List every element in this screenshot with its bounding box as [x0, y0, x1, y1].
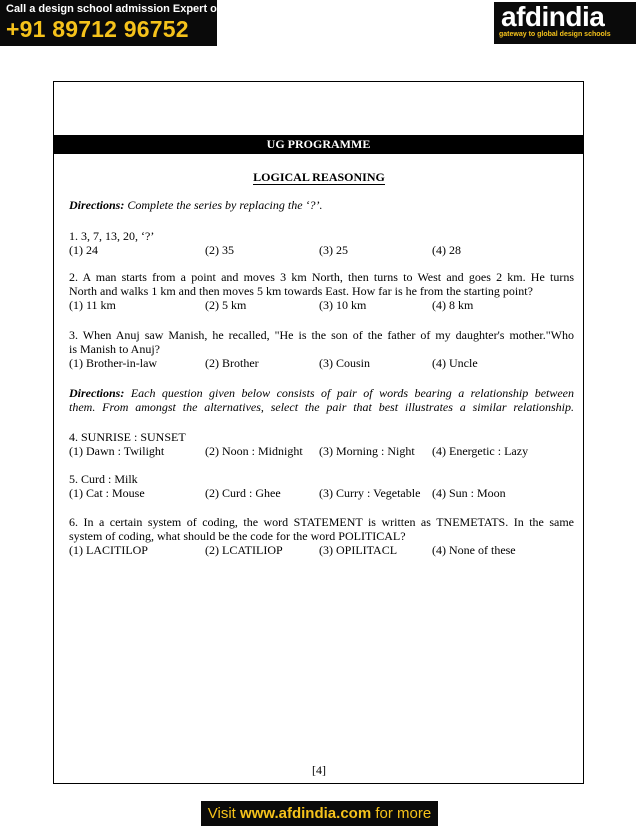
question-4-option-4[interactable]: (4) Energetic : Lazy: [432, 444, 529, 458]
question-5-option-2[interactable]: (2) Curd : Ghee: [205, 486, 281, 500]
for-more-label: for more: [375, 805, 432, 822]
directions-1: [69, 198, 323, 212]
visit-banner[interactable]: [201, 801, 438, 826]
question-6-options: [69, 543, 574, 557]
page-number: [4]: [312, 763, 326, 777]
directions-2-text-1: Each question given below consists of pair of words bearing a relationship between: [130, 386, 575, 400]
question-5-option-1[interactable]: (1) Cat : Mouse: [69, 486, 145, 500]
programme-header-bar: [54, 135, 583, 154]
section-title: LOGICAL REASONING: [253, 170, 385, 184]
visit-text: [201, 805, 438, 822]
question-3-option-1[interactable]: (1) Brother-in-law: [69, 356, 158, 370]
directions-2-label: Directions:: [69, 386, 125, 400]
question-3-option-3[interactable]: (3) Cousin: [319, 356, 370, 370]
question-4-option-2[interactable]: (2) Noon : Midnight: [205, 444, 303, 458]
question-3-line-2: is Manish to Anuj?: [69, 342, 161, 356]
question-1-option-2[interactable]: (2) 35: [205, 243, 234, 257]
question-5-option-3[interactable]: (3) Curry : Vegetable: [319, 486, 421, 500]
question-6-option-2[interactable]: (2) LCATILIOP: [205, 543, 283, 557]
question-2-line-1: 2. A man starts from a point and moves 3 km North, then turns to West and goes 2 km. He turns: [69, 270, 574, 284]
call-expert-text: Call a design school admission Expert on: [6, 3, 224, 15]
question-6-line-1: 6. In a certain system of coding, the word STATEMENT is written as TNEMETATS. In the same: [69, 515, 574, 529]
question-4-option-3[interactable]: (3) Morning : Night: [319, 444, 415, 458]
question-1: 1. 3, 7, 13, 20, ‘?’: [69, 229, 155, 243]
question-1-option-1[interactable]: (1) 24: [69, 243, 98, 257]
afdindia-logo[interactable]: [494, 2, 636, 44]
directions-1-label: Directions:: [69, 198, 125, 212]
question-3-options: [69, 356, 574, 370]
question-3-option-4[interactable]: (4) Uncle: [432, 356, 478, 370]
question-6-option-4[interactable]: (4) None of these: [432, 543, 516, 557]
question-4-options: [69, 444, 574, 458]
visit-label: Visit: [207, 805, 236, 822]
question-1-options: [69, 243, 574, 257]
directions-1-text: Complete the series by replacing the ‘?’.: [127, 198, 323, 212]
question-5-option-4[interactable]: (4) Sun : Moon: [432, 486, 506, 500]
question-6-option-3[interactable]: (3) OPILITACL: [319, 543, 398, 557]
question-5: 5. Curd : Milk: [69, 472, 138, 486]
programme-title: UG PROGRAMME: [266, 137, 371, 151]
logo-wordmark: afdindia: [501, 1, 605, 32]
question-2-options: [69, 298, 574, 312]
directions-2-line-1: [69, 386, 574, 400]
question-2-option-1[interactable]: (1) 11 km: [69, 298, 116, 312]
top-banner: [0, 0, 638, 46]
question-6-option-1[interactable]: (1) LACITILOP: [69, 543, 148, 557]
question-2-option-3[interactable]: (3) 10 km: [319, 298, 367, 312]
call-expert-block: [0, 0, 224, 46]
logo-tagline: gateway to global design schools: [499, 31, 611, 38]
question-1-option-4[interactable]: (4) 28: [432, 243, 461, 257]
question-2-line-2: North and walks 1 km and then moves 5 km towards East. How far is he from the starting point?: [69, 284, 533, 298]
website-link[interactable]: www.afdindia.com: [240, 805, 372, 822]
question-5-options: [69, 486, 574, 500]
question-1-option-3[interactable]: (3) 25: [319, 243, 348, 257]
question-6-line-2: system of coding, what should be the code for the word POLITICAL?: [69, 529, 406, 543]
question-4: 4. SUNRISE : SUNSET: [69, 430, 186, 444]
question-2-option-2[interactable]: (2) 5 km: [205, 298, 247, 312]
question-2-option-4[interactable]: (4) 8 km: [432, 298, 474, 312]
phone-number[interactable]: +91 89712 96752: [6, 16, 189, 42]
section-title-container: [0, 170, 638, 185]
question-3-line-1: 3. When Anuj saw Manish, he recalled, "He is the son of the father of my daughter's mother."Who: [69, 328, 574, 342]
question-4-option-1[interactable]: (1) Dawn : Twilight: [69, 444, 165, 458]
directions-2-line-2: them. From amongst the alternatives, select the pair that best illustrates a similar relationship.: [69, 400, 574, 414]
question-3-option-2[interactable]: (2) Brother: [205, 356, 259, 370]
